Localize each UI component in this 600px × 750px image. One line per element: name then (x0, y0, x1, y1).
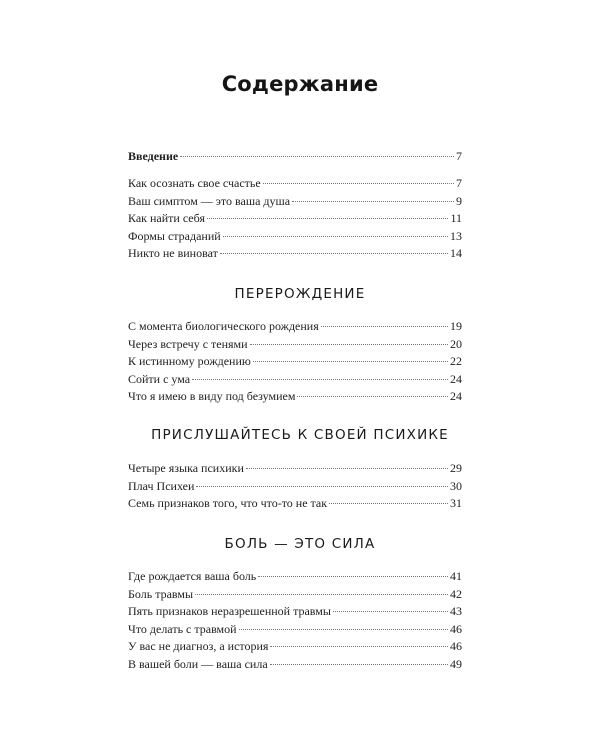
toc-entry[interactable] (128, 228, 462, 246)
toc-entry-page: 9 (456, 193, 462, 208)
toc-entry-label: Через встречу с тенями (128, 336, 248, 351)
toc-entry[interactable] (128, 148, 462, 166)
toc-entry[interactable] (128, 353, 462, 371)
section-heading: БОЛЬ — ЭТО СИЛА (224, 536, 376, 552)
toc-entry-label: Плач Психеи (128, 478, 195, 493)
dot-leader (223, 236, 448, 237)
toc-entry-page: 46 (450, 639, 462, 653)
dot-leader (329, 503, 448, 504)
toc-entry-page: 41 (450, 569, 462, 583)
dot-leader (270, 646, 448, 647)
toc-section-list (128, 318, 462, 406)
toc-entry[interactable] (128, 638, 462, 656)
toc-entry[interactable] (128, 210, 462, 228)
dot-leader (263, 183, 454, 184)
toc-entry[interactable] (128, 495, 462, 513)
toc-entry-label: Где рождается ваша боль (128, 569, 257, 583)
dot-leader (250, 344, 448, 345)
dot-leader (270, 664, 448, 665)
section-heading: ПЕРЕРОЖДЕНИЕ (234, 286, 366, 302)
toc-entry[interactable] (128, 656, 462, 674)
toc-entry-label: В вашей боли — ваша сила (128, 656, 268, 671)
toc-entry[interactable] (128, 603, 462, 621)
toc-entry[interactable] (128, 388, 462, 406)
dot-leader (321, 326, 448, 327)
dot-leader (258, 576, 448, 577)
toc-entry-label: Никто не виноват (128, 246, 218, 260)
toc-entry-label: Как осознать свое счастье (128, 176, 261, 190)
dot-leader (195, 594, 448, 595)
page-title: Содержание (221, 72, 379, 96)
toc-entry-page: 43 (450, 604, 462, 618)
toc-entry[interactable] (128, 460, 462, 478)
toc-entry[interactable] (128, 371, 462, 389)
toc-entry-label: Что я имею в виду под безумием (128, 389, 296, 403)
toc-entry-page: 20 (450, 336, 462, 351)
dot-leader (292, 201, 454, 202)
toc-entry-page: 31 (450, 496, 462, 510)
section-heading: ПРИСЛУШАЙТЕСЬ К СВОЕЙ ПСИХИКЕ (151, 427, 449, 443)
toc-section-list (128, 460, 462, 513)
toc-entry-label: С момента биологического рождения (128, 319, 319, 333)
toc-entry-label: Боль травмы (128, 586, 194, 601)
toc-entry[interactable] (128, 318, 462, 336)
toc-entry-page: 19 (450, 319, 462, 333)
dot-leader (220, 253, 448, 254)
toc-entry[interactable] (128, 568, 462, 586)
dot-leader (333, 611, 448, 612)
dot-leader (239, 629, 448, 630)
toc-entry-label: Сойти с ума (128, 371, 191, 386)
toc-entry[interactable] (128, 175, 462, 193)
toc-entry[interactable] (128, 193, 462, 211)
toc-section-list (128, 568, 462, 673)
toc-entry-page: 24 (450, 389, 462, 403)
toc-entry[interactable] (128, 245, 462, 263)
toc-intro-heading (128, 148, 462, 166)
toc-entry-page: 49 (450, 656, 462, 671)
toc-entry-page: 7 (456, 149, 462, 163)
toc-entry-label: Как найти себя (128, 211, 205, 225)
dot-leader (253, 361, 448, 362)
toc-entry-page: 42 (450, 586, 462, 601)
toc-entry-page: 30 (450, 478, 462, 493)
toc-entry-label: Четыре языка психики (128, 461, 244, 475)
toc-entry-page: 14 (450, 246, 462, 260)
toc-entry-page: 22 (450, 354, 462, 368)
toc-intro-list (128, 175, 462, 263)
dot-leader (207, 218, 448, 219)
toc-entry-label: Ваш симптом — это ваша душа (128, 193, 291, 208)
dot-leader (297, 396, 448, 397)
toc-entry[interactable] (128, 478, 462, 496)
toc-entry-label: Введение (128, 149, 179, 163)
toc-entry[interactable] (128, 336, 462, 354)
toc-entry-label: Формы страданий (128, 228, 221, 243)
toc-entry-label: Семь признаков того, что что-то не так (128, 496, 328, 510)
toc-entry[interactable] (128, 621, 462, 639)
dot-leader (246, 468, 448, 469)
toc-entry-page: 29 (450, 461, 462, 475)
toc-entry[interactable] (128, 586, 462, 604)
dot-leader (180, 156, 454, 157)
toc-entry-page: 24 (450, 371, 462, 386)
toc-entry-label: К истинному рождению (128, 354, 251, 368)
toc-entry-page: 46 (450, 621, 462, 636)
toc-entry-page: 7 (456, 176, 462, 190)
dot-leader (192, 379, 448, 380)
toc-entry-label: Что делать с травмой (128, 621, 237, 636)
dot-leader (196, 486, 448, 487)
toc-entry-page: 11 (450, 211, 462, 225)
toc-entry-page: 13 (450, 228, 462, 243)
toc-entry-label: У вас не диагноз, а история (128, 639, 269, 653)
toc-entry-label: Пять признаков неразрешенной травмы (128, 604, 331, 618)
